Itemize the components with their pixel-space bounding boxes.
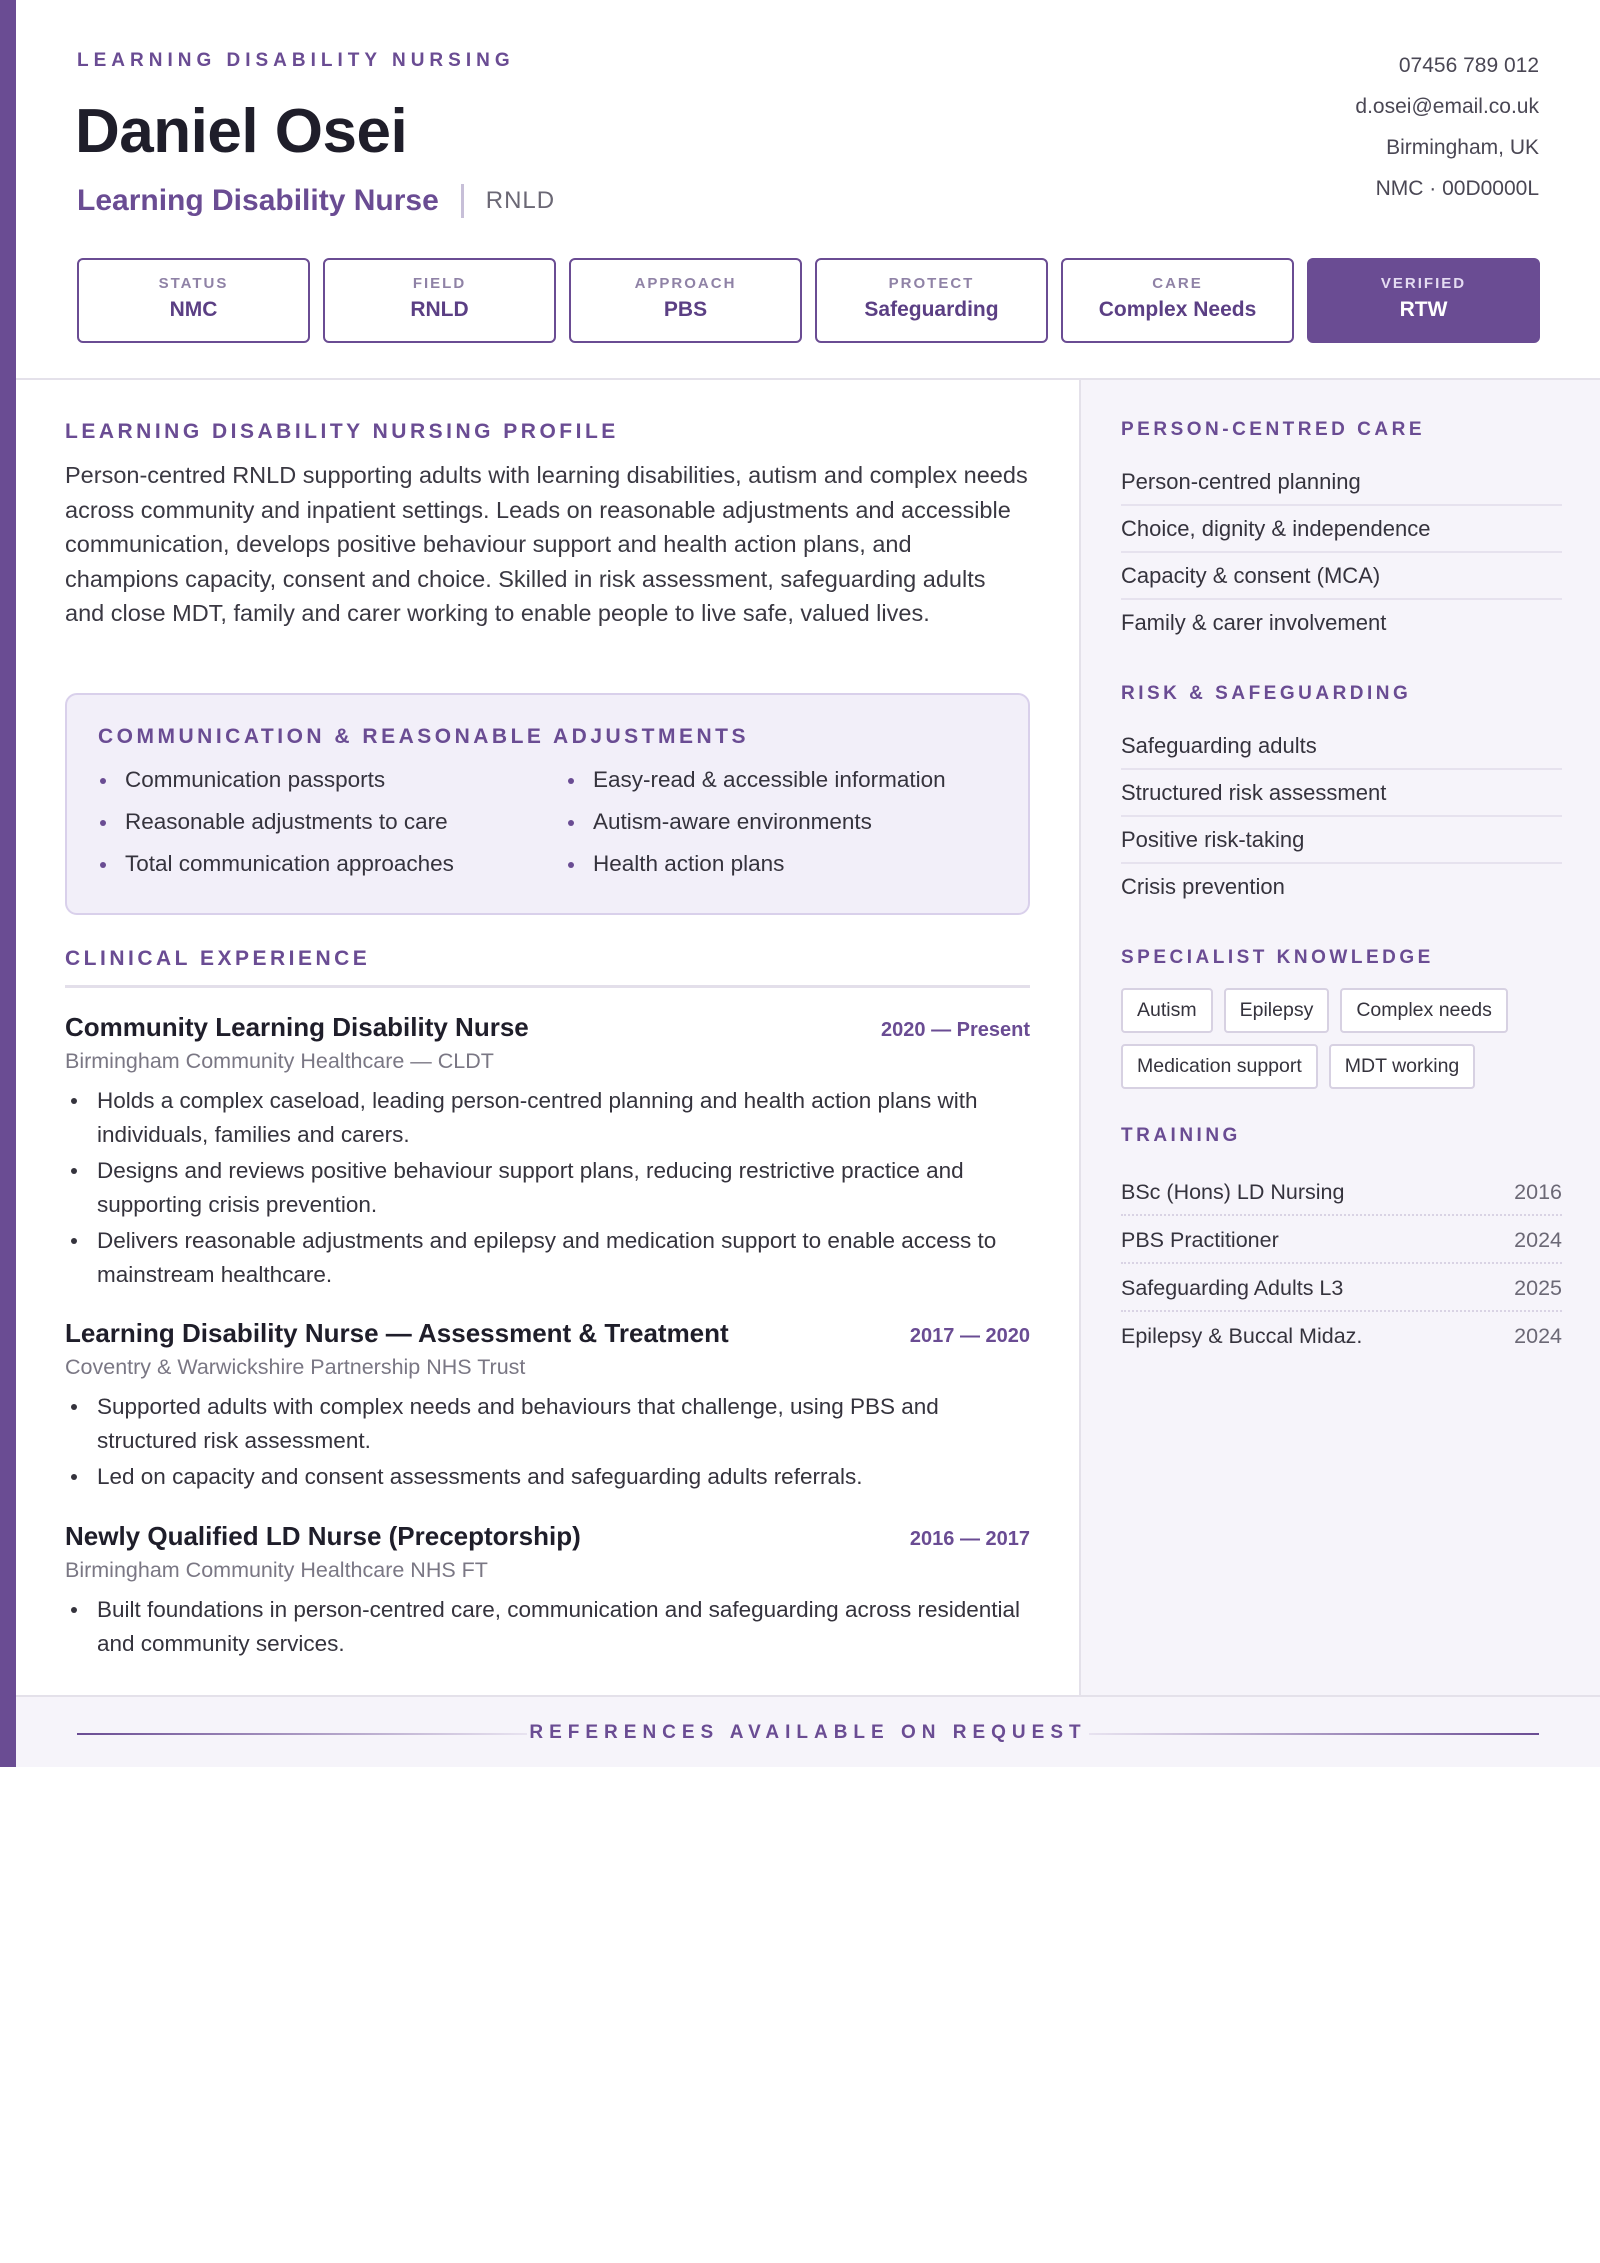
skill-tag: Medication support [1121, 1044, 1318, 1089]
job-header [65, 1521, 1030, 1552]
list-item: Family & carer involvement [1121, 610, 1387, 635]
badge-label: FIELD [412, 275, 467, 292]
job-title: Learning Disability Nurse — Assessment & Treatment [65, 1318, 729, 1348]
badge-label: STATUS [158, 275, 229, 292]
skill-tag: Epilepsy [1224, 988, 1330, 1033]
role-divider [461, 184, 464, 218]
badge-value: RTW [1399, 298, 1448, 321]
experience-heading: CLINICAL EXPERIENCE [65, 947, 371, 970]
training-row [1121, 1168, 1562, 1216]
skill-tag: Autism [1121, 988, 1213, 1033]
list-item: Positive risk-taking [1121, 817, 1562, 864]
training-row [1121, 1312, 1562, 1360]
contact-phone[interactable]: 07456 789 012 [1398, 54, 1539, 77]
list-item: Person-centred planning [1121, 459, 1562, 506]
job-role: Learning Disability Nurse [77, 184, 439, 217]
job-header [65, 1012, 1030, 1043]
training-year: 2025 [1514, 1276, 1562, 1300]
list-item: Choice, dignity & independence [1121, 506, 1562, 553]
training-heading: TRAINING [1121, 1125, 1241, 1146]
person-centred-heading: PERSON-CENTRED CARE [1121, 419, 1426, 440]
list-item: Reasonable adjustments to care [98, 807, 566, 849]
badge-value: Safeguarding [864, 298, 999, 321]
training-list [1121, 1168, 1562, 1360]
badge-approach [569, 258, 802, 343]
list-item: Delivers reasonable adjustments and epilepsy and medication support to enable access to mainstream healthcare. [65, 1224, 1030, 1292]
job-entry [65, 1318, 1030, 1496]
resume-header [16, 0, 1600, 380]
risk-heading: RISK & SAFEGUARDING [1121, 683, 1412, 704]
job-header [65, 1318, 1030, 1349]
list-item: Communication passports [98, 765, 566, 807]
training-row [1121, 1264, 1562, 1312]
communication-box [65, 693, 1030, 915]
badge-protect [815, 258, 1048, 343]
badge-label: VERIFIED [1380, 275, 1467, 292]
badge-value: PBS [663, 298, 708, 321]
job-organisation: Coventry & Warwickshire Partnership NHS Trust [65, 1355, 526, 1379]
list-item: Safeguarding adults [1121, 723, 1562, 770]
badge-care [1061, 258, 1294, 343]
badge-verified [1307, 258, 1540, 343]
footer-rule-right [1089, 1733, 1539, 1735]
post-nominal: RNLD [485, 187, 556, 214]
job-bullets [65, 1593, 1030, 1661]
list-item: Crisis prevention [1121, 874, 1285, 899]
job-organisation: Birmingham Community Healthcare NHS FT [65, 1558, 488, 1582]
badge-label: PROTECT [888, 275, 975, 292]
section-divider [65, 985, 1030, 988]
skill-tag: MDT working [1329, 1044, 1476, 1089]
list-item: Supported adults with complex needs and behaviours that challenge, using PBS and structured risk assessment. [65, 1390, 1030, 1458]
training-year: 2024 [1514, 1228, 1562, 1252]
list-item: Structured risk assessment [1121, 770, 1562, 817]
list-item: Total communication approaches [98, 849, 566, 891]
communication-heading: COMMUNICATION & REASONABLE ADJUSTMENTS [98, 725, 749, 748]
person-centred-list [1121, 459, 1562, 647]
footer-text: REFERENCES AVAILABLE ON REQUEST [529, 1722, 1087, 1743]
job-entry [65, 1012, 1030, 1294]
job-title: Community Learning Disability Nurse [65, 1012, 529, 1042]
contact-block [1355, 52, 1539, 216]
badge-value: NMC [169, 298, 218, 321]
skill-tag: Complex needs [1340, 988, 1508, 1033]
contact-registration: NMC · 00D0000L [1375, 177, 1539, 200]
candidate-name: Daniel Osei [75, 97, 408, 166]
knowledge-heading: SPECIALIST KNOWLEDGE [1121, 947, 1434, 968]
job-bullets [65, 1390, 1030, 1494]
job-dates: 2017 — 2020 [909, 1325, 1030, 1347]
training-year: 2024 [1514, 1324, 1562, 1348]
profile-summary: Person-centred RNLD supporting adults with learning disabilities, autism and complex needs across community and inpatient settings. Leads on reasonable adjustments and accessible communication, develops positive behaviour support and health action plans, and champions capacity, consent and choice. Skilled in risk assessment, safeguarding adults and close MDT, family and carer working to enable people to live safe, valued lives. [65, 462, 1028, 626]
accent-bar [0, 0, 16, 1767]
list-item: Easy-read & accessible information [566, 765, 1006, 807]
badge-status [77, 258, 310, 343]
contact-location: Birmingham, UK [1386, 136, 1539, 159]
communication-list [98, 765, 998, 891]
job-dates: 2016 — 2017 [909, 1528, 1030, 1550]
training-row [1121, 1216, 1562, 1264]
training-name: Safeguarding Adults L3 [1121, 1276, 1344, 1300]
badge-field [323, 258, 556, 343]
list-item: Built foundations in person-centred care, communication and safeguarding across residential and community services. [65, 1593, 1030, 1661]
list-item: Autism-aware environments [566, 807, 1006, 849]
badge-value: RNLD [410, 298, 469, 321]
job-organisation: Birmingham Community Healthcare — CLDT [65, 1049, 494, 1073]
contact-email[interactable]: d.osei@email.co.uk [1355, 95, 1539, 118]
knowledge-tags [1121, 988, 1562, 1089]
training-name: BSc (Hons) LD Nursing [1121, 1180, 1345, 1204]
job-bullets [65, 1084, 1030, 1292]
training-year: 2016 [1514, 1180, 1562, 1204]
badge-label: CARE [1152, 275, 1203, 292]
training-name: PBS Practitioner [1121, 1228, 1279, 1252]
list-item: Holds a complex caseload, leading person-centred planning and health action plans with individuals, families and carers. [65, 1084, 1030, 1152]
job-entry [65, 1521, 1030, 1663]
footer [16, 1695, 1600, 1767]
header-kicker: LEARNING DISABILITY NURSING [77, 50, 515, 71]
badge-value: Complex Needs [1098, 298, 1257, 321]
role-line [77, 184, 555, 218]
sidebar [1079, 380, 1600, 1695]
badge-label: APPROACH [634, 275, 737, 292]
risk-list [1121, 723, 1562, 911]
list-item: Capacity & consent (MCA) [1121, 553, 1562, 600]
list-item: Designs and reviews positive behaviour support plans, reducing restrictive practice and supporting crisis prevention. [65, 1154, 1030, 1222]
training-name: Epilepsy & Buccal Midaz. [1121, 1324, 1363, 1348]
job-title: Newly Qualified LD Nurse (Preceptorship) [65, 1521, 581, 1551]
job-dates: 2020 — Present [881, 1019, 1030, 1041]
credential-badges [77, 258, 1540, 343]
list-item: Health action plans [566, 849, 1006, 891]
profile-heading: LEARNING DISABILITY NURSING PROFILE [65, 420, 619, 443]
list-item: Led on capacity and consent assessments and safeguarding adults referrals. [65, 1460, 1030, 1494]
